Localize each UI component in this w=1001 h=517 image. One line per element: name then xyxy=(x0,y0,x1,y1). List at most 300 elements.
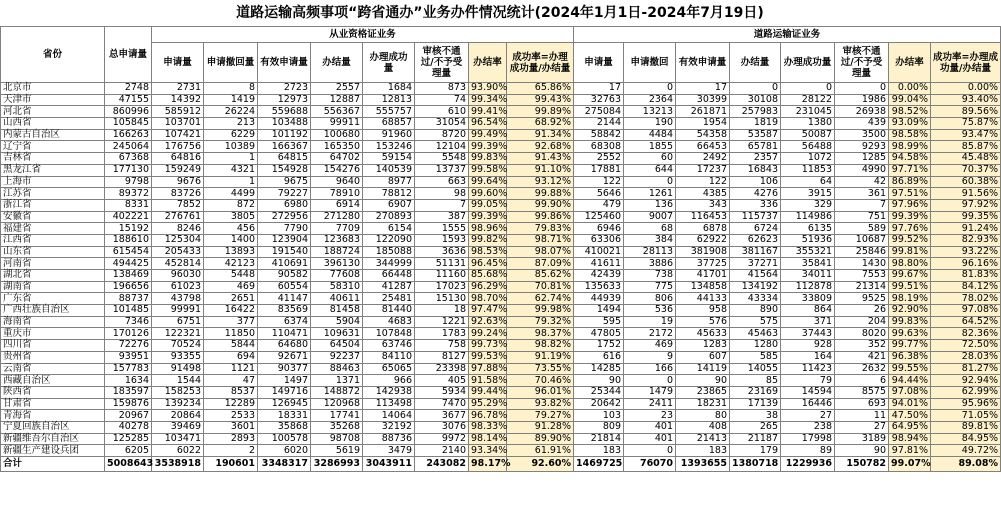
value-cell: 469 xyxy=(204,281,258,293)
table-row xyxy=(1,83,1001,95)
value-cell: 37443 xyxy=(781,328,835,340)
value-cell: 82.93% xyxy=(931,234,1001,246)
value-cell: 77608 xyxy=(311,270,363,282)
value-cell: 99.83% xyxy=(889,316,931,328)
value-cell: 188610 xyxy=(105,234,152,246)
value-cell: 45.48% xyxy=(931,153,1001,165)
table-row xyxy=(1,363,1001,375)
value-cell: 20642 xyxy=(574,398,624,410)
province-cell: 河南省 xyxy=(1,258,105,270)
value-cell: 576 xyxy=(676,316,730,328)
value-cell: 261871 xyxy=(676,106,730,118)
value-cell: 469 xyxy=(624,340,676,352)
value-cell: 62623 xyxy=(730,234,781,246)
value-cell: 166367 xyxy=(258,141,311,153)
value-cell: 91960 xyxy=(363,129,415,141)
value-cell: 45463 xyxy=(730,328,781,340)
statistics-table xyxy=(0,26,1001,472)
value-cell: 30108 xyxy=(730,94,781,106)
value-cell: 98.07% xyxy=(507,246,574,258)
value-cell: 110471 xyxy=(258,328,311,340)
value-cell: 8331 xyxy=(105,199,152,211)
value-cell: 98.52% xyxy=(889,106,931,118)
value-cell: 14064 xyxy=(363,410,415,422)
value-cell: 159876 xyxy=(105,398,152,410)
value-cell: 864 xyxy=(781,305,835,317)
value-cell: 1283 xyxy=(676,340,730,352)
value-cell: 100578 xyxy=(258,433,311,445)
value-cell: 0 xyxy=(781,83,835,95)
province-cell: 新疆生产建设兵团 xyxy=(1,445,105,457)
value-cell: 64 xyxy=(781,176,835,188)
value-cell: 377 xyxy=(204,316,258,328)
value-cell: 122 xyxy=(574,176,624,188)
value-cell: 329 xyxy=(781,199,835,211)
header-road-6: 办结率 xyxy=(889,43,931,83)
province-cell: 新疆维吾尔自治区 xyxy=(1,433,105,445)
value-cell: 1783 xyxy=(415,328,469,340)
value-cell: 17998 xyxy=(781,433,835,445)
value-cell: 103471 xyxy=(152,433,204,445)
table-row xyxy=(1,188,1001,200)
table-row xyxy=(1,433,1001,445)
value-cell: 9798 xyxy=(105,176,152,188)
value-cell: 92.94% xyxy=(931,375,1001,387)
value-cell: 13737 xyxy=(415,164,469,176)
value-cell: 51131 xyxy=(415,258,469,270)
value-cell: 35268 xyxy=(311,421,363,433)
header-group-qualification: 从业资格证业务 xyxy=(152,27,574,43)
value-cell: 21314 xyxy=(835,281,889,293)
value-cell: 6980 xyxy=(258,199,311,211)
value-cell: 70.46% xyxy=(507,375,574,387)
value-cell: 99991 xyxy=(152,305,204,317)
value-cell: 2723 xyxy=(258,83,311,95)
value-cell: 113498 xyxy=(363,398,415,410)
value-cell: 64504 xyxy=(311,340,363,352)
value-cell: 85.68% xyxy=(469,270,507,282)
value-cell: 23398 xyxy=(415,363,469,375)
province-cell: 吉林省 xyxy=(1,153,105,165)
value-cell: 6229 xyxy=(204,129,258,141)
value-cell: 99.41% xyxy=(469,106,507,118)
value-cell: 615454 xyxy=(105,246,152,258)
value-cell: 103701 xyxy=(152,118,204,130)
value-cell: 61.91% xyxy=(507,445,574,457)
value-cell: 408 xyxy=(676,421,730,433)
value-cell: 34011 xyxy=(781,270,835,282)
header-qual-1: 申请撤回量 xyxy=(204,43,258,83)
value-cell: 98.37% xyxy=(507,328,574,340)
value-cell: 20967 xyxy=(105,410,152,422)
value-cell: 92.90% xyxy=(889,305,931,317)
value-cell: 93951 xyxy=(105,351,152,363)
value-cell: 190 xyxy=(624,118,676,130)
value-cell: 99.05% xyxy=(469,199,507,211)
value-cell: 93.34% xyxy=(469,445,507,457)
value-cell: 96.38% xyxy=(889,351,931,363)
value-cell: 6914 xyxy=(311,199,363,211)
value-cell: 82.36% xyxy=(931,328,1001,340)
value-cell: 93.90% xyxy=(469,83,507,95)
value-cell: 5904 xyxy=(311,316,363,328)
value-cell: 11853 xyxy=(781,164,835,176)
value-cell: 1380718 xyxy=(730,457,781,472)
value-cell: 1752 xyxy=(574,340,624,352)
value-cell: 47155 xyxy=(105,94,152,106)
value-cell: 96.54% xyxy=(469,118,507,130)
value-cell: 2651 xyxy=(204,293,258,305)
value-cell: 7852 xyxy=(152,199,204,211)
value-cell: 45633 xyxy=(676,328,730,340)
value-cell: 78910 xyxy=(311,188,363,200)
province-cell: 黑龙江省 xyxy=(1,164,105,176)
value-cell: 20864 xyxy=(152,410,204,422)
value-cell: 3538918 xyxy=(152,457,204,472)
province-cell: 辽宁省 xyxy=(1,141,105,153)
value-cell: 96.45% xyxy=(469,258,507,270)
value-cell: 2731 xyxy=(152,83,204,95)
value-cell: 79.83% xyxy=(507,223,574,235)
value-cell: 68308 xyxy=(574,141,624,153)
value-cell: 751 xyxy=(835,211,889,223)
province-cell: 江苏省 xyxy=(1,188,105,200)
header-qual-0: 申请量 xyxy=(152,43,204,83)
value-cell: 928 xyxy=(781,340,835,352)
value-cell: 694 xyxy=(204,351,258,363)
value-cell: 3043911 xyxy=(363,457,415,472)
value-cell: 0 xyxy=(624,375,676,387)
value-cell: 67368 xyxy=(105,153,152,165)
value-cell: 177130 xyxy=(105,164,152,176)
value-cell: 6946 xyxy=(574,223,624,235)
value-cell: 93.82% xyxy=(507,398,574,410)
value-cell: 35868 xyxy=(258,421,311,433)
value-cell: 556367 xyxy=(311,106,363,118)
value-cell: 1819 xyxy=(730,118,781,130)
table-row xyxy=(1,223,1001,235)
value-cell: 872 xyxy=(204,199,258,211)
value-cell: 97.08% xyxy=(931,305,1001,317)
value-cell: 103488 xyxy=(258,118,311,130)
value-cell: 663 xyxy=(415,176,469,188)
table-row xyxy=(1,94,1001,106)
value-cell: 0 xyxy=(624,176,676,188)
value-cell: 575 xyxy=(730,316,781,328)
value-cell: 1544 xyxy=(152,375,204,387)
header-total: 总申请量 xyxy=(105,27,152,83)
header-road-4: 办理成功量 xyxy=(781,43,835,83)
value-cell: 98.71% xyxy=(507,234,574,246)
value-cell: 18331 xyxy=(258,410,311,422)
value-cell: 92237 xyxy=(311,351,363,363)
value-cell: 89 xyxy=(781,445,835,457)
table-row xyxy=(1,375,1001,387)
value-cell: 85 xyxy=(730,375,781,387)
value-cell: 26224 xyxy=(204,106,258,118)
province-cell: 陕西省 xyxy=(1,386,105,398)
value-cell: 62.99% xyxy=(931,386,1001,398)
value-cell: 98.58% xyxy=(889,129,931,141)
value-cell: 99.51% xyxy=(889,281,931,293)
value-cell: 42 xyxy=(835,176,889,188)
value-cell: 2552 xyxy=(574,153,624,165)
province-cell: 广东省 xyxy=(1,293,105,305)
value-cell: 70.81% xyxy=(507,281,574,293)
value-cell: 120968 xyxy=(311,398,363,410)
value-cell: 10389 xyxy=(204,141,258,153)
value-cell: 164 xyxy=(781,351,835,363)
province-cell: 浙江省 xyxy=(1,199,105,211)
value-cell: 72276 xyxy=(105,340,152,352)
value-cell: 30399 xyxy=(676,94,730,106)
value-cell: 12973 xyxy=(258,94,311,106)
value-cell: 58310 xyxy=(311,281,363,293)
value-cell: 81440 xyxy=(363,305,415,317)
value-cell: 91.10% xyxy=(507,164,574,176)
value-cell: 1634 xyxy=(105,375,152,387)
value-cell: 3915 xyxy=(781,188,835,200)
value-cell: 90 xyxy=(835,445,889,457)
value-cell: 88736 xyxy=(363,433,415,445)
value-cell: 5008643 xyxy=(105,457,152,472)
value-cell: 18231 xyxy=(676,398,730,410)
value-cell: 12813 xyxy=(363,94,415,106)
value-cell: 2557 xyxy=(311,83,363,95)
value-cell: 92.60% xyxy=(507,457,574,472)
value-cell: 610 xyxy=(415,106,469,118)
value-cell: 25344 xyxy=(574,386,624,398)
value-cell: 62922 xyxy=(676,234,730,246)
value-cell: 99.49% xyxy=(469,129,507,141)
value-cell: 1855 xyxy=(624,141,676,153)
value-cell: 125285 xyxy=(105,433,152,445)
value-cell: 98.19% xyxy=(889,293,931,305)
value-cell: 32763 xyxy=(574,94,624,106)
value-cell: 44133 xyxy=(676,293,730,305)
value-cell: 41287 xyxy=(363,281,415,293)
value-cell: 47 xyxy=(204,375,258,387)
value-cell: 95.96% xyxy=(931,398,1001,410)
value-cell: 25846 xyxy=(835,246,889,258)
value-cell: 98.82% xyxy=(507,340,574,352)
header-road-3: 办结量 xyxy=(730,43,781,83)
value-cell: 43798 xyxy=(152,293,204,305)
value-cell: 99.82% xyxy=(469,234,507,246)
value-cell: 148872 xyxy=(311,386,363,398)
value-cell: 99.98% xyxy=(507,305,574,317)
province-cell: 西藏自治区 xyxy=(1,375,105,387)
value-cell: 7470 xyxy=(415,398,469,410)
header-qual-6: 办结率 xyxy=(469,43,507,83)
value-cell: 93.09% xyxy=(889,118,931,130)
value-cell: 68.92% xyxy=(507,118,574,130)
value-cell: 150782 xyxy=(835,457,889,472)
value-cell: 61023 xyxy=(152,281,204,293)
value-cell: 381167 xyxy=(730,246,781,258)
value-cell: 135633 xyxy=(574,281,624,293)
value-cell: 6205 xyxy=(105,445,152,457)
value-cell: 3348317 xyxy=(258,457,311,472)
value-cell: 99.34% xyxy=(469,94,507,106)
value-cell: 396130 xyxy=(311,258,363,270)
value-cell: 123683 xyxy=(311,234,363,246)
value-cell: 123904 xyxy=(258,234,311,246)
value-cell: 33809 xyxy=(781,293,835,305)
province-cell: 合计 xyxy=(1,457,105,472)
value-cell: 387 xyxy=(415,211,469,223)
value-cell: 99.55% xyxy=(889,363,931,375)
value-cell: 99.63% xyxy=(889,328,931,340)
value-cell: 14594 xyxy=(781,386,835,398)
value-cell: 1229936 xyxy=(781,457,835,472)
value-cell: 4276 xyxy=(730,188,781,200)
value-cell: 93.12% xyxy=(507,176,574,188)
value-cell: 93.47% xyxy=(931,129,1001,141)
value-cell: 555757 xyxy=(363,106,415,118)
value-cell: 5646 xyxy=(574,188,624,200)
value-cell: 9675 xyxy=(258,176,311,188)
value-cell: 536 xyxy=(624,305,676,317)
value-cell: 1593 xyxy=(415,234,469,246)
value-cell: 585 xyxy=(730,351,781,363)
value-cell: 54358 xyxy=(676,129,730,141)
value-cell: 15130 xyxy=(415,293,469,305)
value-cell: 41147 xyxy=(258,293,311,305)
table-row xyxy=(1,281,1001,293)
value-cell: 1221 xyxy=(415,316,469,328)
value-cell: 134858 xyxy=(676,281,730,293)
value-cell: 112878 xyxy=(781,281,835,293)
value-cell: 3886 xyxy=(624,258,676,270)
value-cell: 0.00% xyxy=(931,83,1001,95)
province-cell: 湖南省 xyxy=(1,281,105,293)
value-cell: 97.51% xyxy=(889,188,931,200)
value-cell: 2893 xyxy=(204,433,258,445)
value-cell: 170126 xyxy=(105,328,152,340)
value-cell: 205433 xyxy=(152,246,204,258)
value-cell: 21814 xyxy=(574,433,624,445)
value-cell: 2748 xyxy=(105,83,152,95)
table-row xyxy=(1,234,1001,246)
value-cell: 196656 xyxy=(105,281,152,293)
table-row xyxy=(1,351,1001,363)
value-cell: 6020 xyxy=(258,445,311,457)
value-cell: 158253 xyxy=(152,386,204,398)
value-cell: 188724 xyxy=(311,246,363,258)
value-cell: 138469 xyxy=(105,270,152,282)
value-cell: 116453 xyxy=(676,211,730,223)
value-cell: 1555 xyxy=(415,223,469,235)
value-cell: 14119 xyxy=(676,363,730,375)
value-cell: 21187 xyxy=(730,433,781,445)
value-cell: 98.17% xyxy=(469,457,507,472)
value-cell: 18 xyxy=(415,305,469,317)
value-cell: 2364 xyxy=(624,94,676,106)
value-cell: 2492 xyxy=(676,153,730,165)
value-cell: 7 xyxy=(415,199,469,211)
value-cell: 1986 xyxy=(835,94,889,106)
value-cell: 0 xyxy=(730,83,781,95)
value-cell: 245064 xyxy=(105,141,152,153)
value-cell: 97.76% xyxy=(889,223,931,235)
table-row xyxy=(1,246,1001,258)
value-cell: 7 xyxy=(835,199,889,211)
value-cell: 99.58% xyxy=(469,164,507,176)
value-cell: 63306 xyxy=(574,234,624,246)
value-cell: 1261 xyxy=(624,188,676,200)
value-cell: 3479 xyxy=(363,445,415,457)
value-cell: 95.29% xyxy=(469,398,507,410)
value-cell: 1419 xyxy=(204,94,258,106)
value-cell: 99.77% xyxy=(889,340,931,352)
value-cell: 3189 xyxy=(835,433,889,445)
value-cell: 4385 xyxy=(676,188,730,200)
value-cell: 276761 xyxy=(152,211,204,223)
value-cell: 41701 xyxy=(676,270,730,282)
value-cell: 5844 xyxy=(204,340,258,352)
value-cell: 9293 xyxy=(835,141,889,153)
table-row xyxy=(1,199,1001,211)
value-cell: 64680 xyxy=(258,340,311,352)
value-cell: 99.83% xyxy=(469,153,507,165)
value-cell: 1400 xyxy=(204,234,258,246)
value-cell: 402221 xyxy=(105,211,152,223)
table-row xyxy=(1,106,1001,118)
value-cell: 958 xyxy=(676,305,730,317)
value-cell: 13893 xyxy=(204,246,258,258)
province-cell: 内蒙古自治区 xyxy=(1,129,105,141)
value-cell: 6 xyxy=(835,375,889,387)
value-cell: 97.96% xyxy=(889,199,931,211)
value-cell: 1072 xyxy=(781,153,835,165)
value-cell: 28.03% xyxy=(931,351,1001,363)
value-cell: 7790 xyxy=(258,223,311,235)
value-cell: 1 xyxy=(204,153,258,165)
province-cell: 青海省 xyxy=(1,410,105,422)
value-cell: 4499 xyxy=(204,188,258,200)
value-cell: 1497 xyxy=(258,375,311,387)
value-cell: 5448 xyxy=(204,270,258,282)
value-cell: 91.34% xyxy=(507,129,574,141)
value-cell: 153246 xyxy=(363,141,415,153)
value-cell: 88737 xyxy=(105,293,152,305)
value-cell: 12887 xyxy=(311,94,363,106)
value-cell: 401 xyxy=(624,421,676,433)
value-cell: 88463 xyxy=(311,363,363,375)
value-cell: 176756 xyxy=(152,141,204,153)
value-cell: 79.27% xyxy=(507,410,574,422)
header-road-5: 审核不通过/不予受理量 xyxy=(835,43,889,83)
value-cell: 93355 xyxy=(152,351,204,363)
value-cell: 14392 xyxy=(152,94,204,106)
province-cell: 山东省 xyxy=(1,246,105,258)
value-cell: 99.52% xyxy=(889,234,931,246)
value-cell: 81.83% xyxy=(931,270,1001,282)
value-cell: 26 xyxy=(835,305,889,317)
value-cell: 5619 xyxy=(311,445,363,457)
value-cell: 89.81% xyxy=(931,421,1001,433)
value-cell: 1954 xyxy=(676,118,730,130)
value-cell: 3601 xyxy=(204,421,258,433)
value-cell: 72.50% xyxy=(931,340,1001,352)
province-cell: 天津市 xyxy=(1,94,105,106)
value-cell: 43334 xyxy=(730,293,781,305)
value-cell: 439 xyxy=(835,118,889,130)
value-cell: 81.27% xyxy=(931,363,1001,375)
value-cell: 0 xyxy=(624,445,676,457)
table-row xyxy=(1,398,1001,410)
